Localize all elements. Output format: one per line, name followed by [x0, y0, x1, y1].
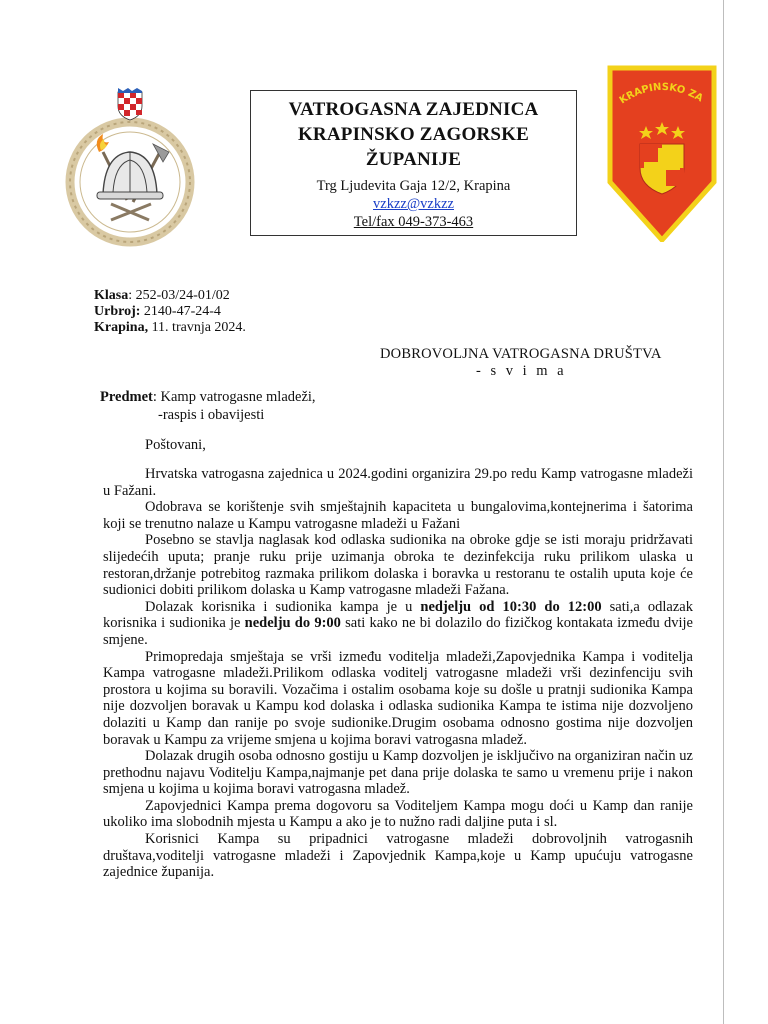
- pennant-text: KRAPINSKO ZA: [617, 81, 705, 107]
- paragraph-4: [103, 599, 693, 649]
- firefighter-emblem-icon: [65, 82, 195, 252]
- document-meta: [94, 288, 246, 336]
- title-line-2: KRAPINSKO ZAGORSKE: [297, 124, 530, 145]
- title-line-1: VATROGASNA ZAJEDNICA: [288, 99, 539, 120]
- page-edge-line: [723, 0, 724, 1024]
- paragraph-1: Hrvatska vatrogasna zajednica u 2024.godini organizira 29.po redu Kamp vatrogasne mladeži u Fažani.: [103, 466, 693, 499]
- subject-block: [100, 388, 316, 424]
- salutation: Poštovani,: [145, 437, 206, 453]
- klasa-value: : 252-03/24-01/02: [128, 288, 230, 303]
- telfax: Tel/fax 049-373-463: [353, 214, 474, 230]
- p4-text-e: sati kako ne bi dolazilo do fizičkog kontakata između dvije smjene.: [103, 615, 693, 648]
- date-value: 11. travnja 2024.: [148, 320, 246, 335]
- urbroj-label: Urbroj:: [94, 304, 141, 319]
- paragraph-5: Primopredaja smještaja se vrši između voditelja mladeži,Zapovjednika Kampa i voditelja Kampa vatrogasne mladeži.Prilikom odlaska voditelj vatrogasne mladeži vrši dezinfenciju svih prostora u kojima su boravili. Vozačima i ostalim osobama koje su došle u pratnji sudionika Kampa nije dozvoljen boravak u Kampu kod dolaska i odlaska sudionika Kampa te istima nije dozvoljeno dolaziti u Kamp dan ranije po svoje sudionike.Drugim osobama odnosno gostima nije dozvoljen boravak u Kampu za vrijeme smjena u kojima boravi vatrogasna mladež.: [103, 648, 693, 748]
- title-line-3: ŽUPANIJE: [365, 149, 462, 170]
- p4-departure-time: nedelju do 9:00: [244, 615, 341, 632]
- address: Trg Ljudevita Gaja 12/2, Krapina: [316, 178, 511, 194]
- email-link[interactable]: vzkzz@vzkzz: [373, 196, 454, 212]
- recipient-line-1: DOBROVOLJNA VATROGASNA DRUŠTVA: [380, 346, 662, 362]
- organization-title: [251, 97, 576, 172]
- subject-line-2: -raspis i obavijesti: [158, 407, 265, 423]
- place-label: Krapina,: [94, 320, 149, 335]
- paragraph-8: Korisnici Kampa su pripadnici vatrogasne mladeži dobrovoljnih vatrogasnih društava,voditelji vatrogasne mladeži i Zapovjednik Kampa,koje u Kamp upućuju vatrogasne zajednice županija.: [103, 831, 693, 881]
- urbroj-value: 2140-47-24-4: [140, 304, 221, 319]
- recipient-block: [380, 346, 662, 380]
- paragraph-2: Odobrava se korištenje svih smještajnih kapaciteta u bungalovima,kontejnerima i šatorima koji se trenutno nalaze u Kampu vatrogasne mladeži u Fažani: [103, 499, 693, 532]
- p4-text-a: Dolazak korisnika i sudionika kampa je u: [145, 598, 421, 615]
- subject-label: Predmet: [100, 389, 153, 405]
- klasa-label: Klasa: [94, 288, 129, 303]
- recipient-line-2: - s v i m a: [476, 363, 567, 379]
- letterhead-box: [250, 90, 577, 236]
- p4-text-c: sati,a odlazak korisnika i sudionika je: [103, 598, 693, 632]
- county-pennant-icon: [606, 64, 718, 242]
- paragraph-7: Zapovjednici Kampa prema dogovoru sa Voditeljem Kampa mogu doći u Kamp dan ranije ukoliko ima slobodnih mjesta u Kampu a ako je to nužno radi daljine puta i sl.: [103, 797, 693, 831]
- letter-body: [103, 466, 693, 881]
- subject-line-1: : Kamp vatrogasne mladeži,: [152, 389, 316, 405]
- paragraph-6: Dolazak drugih osoba odnosno gostiju u Kamp dozvoljen je isključivo na organiziran način uz prethodnu najavu Voditelju Kampa,najmanje pet dana prije dolaska te samo u vremenu prije i nakon smjena u kojima u kojima boravi vatrogasna mladež.: [103, 748, 693, 798]
- p4-arrival-time: nedjelju od 10:30 do 12:00: [420, 598, 602, 615]
- paragraph-3: Posebno se stavlja naglasak kod odlaska sudionika na obroke gdje se isti moraju pridržavati slijedećih uputa; pranje ruku prije uzimanja obroka te dezinfekcija ruku prilikom ulaska u restoran,držanje potrebitog razmaka prilikom dolaska i boravka u restoranu te ostalih uputa koje će sudionici dobiti prilikom dolaska u Kamp vatrogasne mladeži Fažana.: [103, 532, 693, 599]
